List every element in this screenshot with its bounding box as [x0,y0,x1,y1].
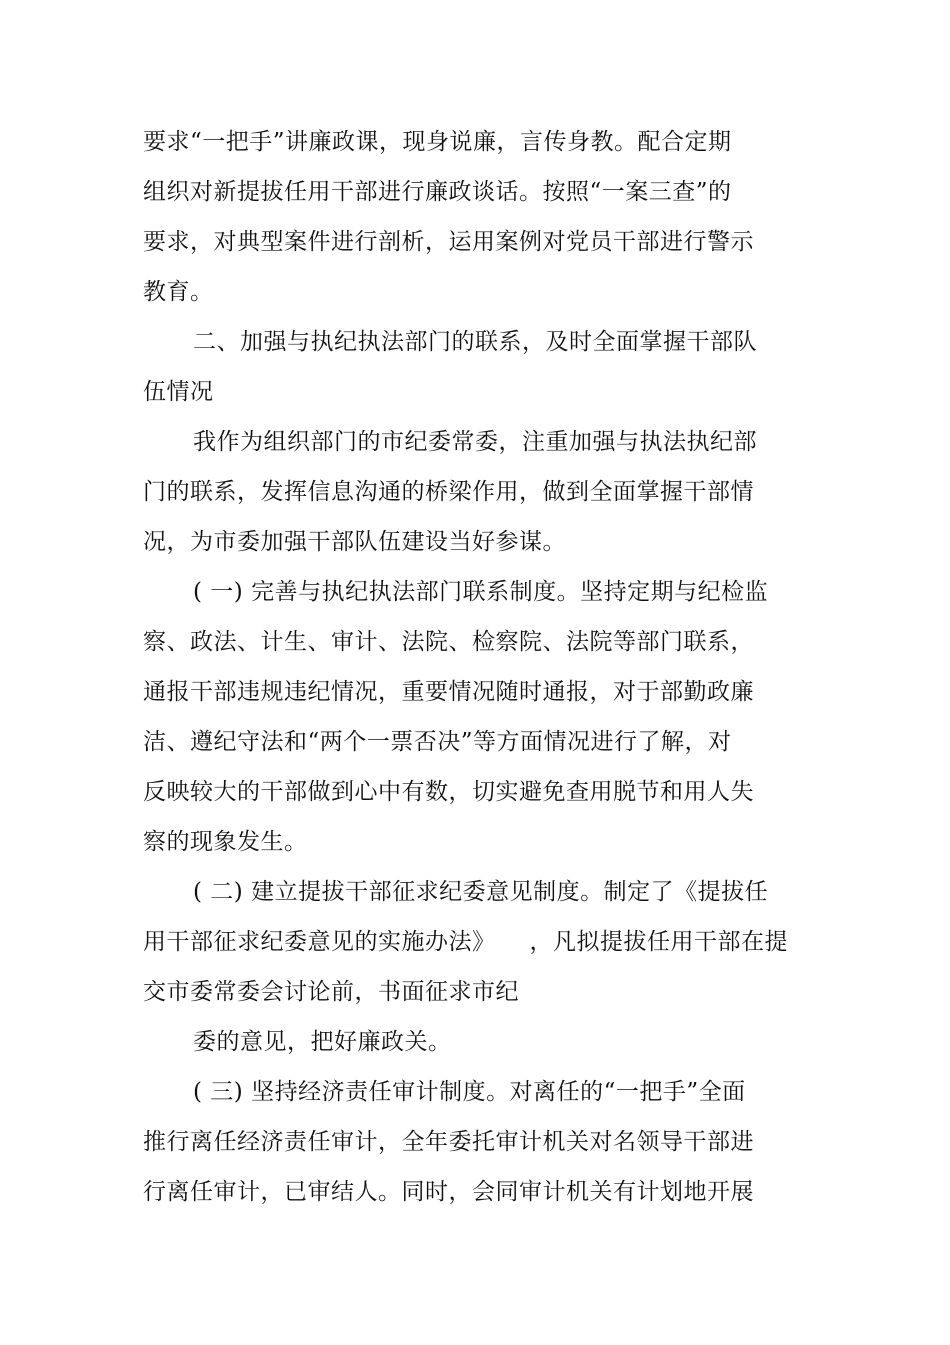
text-line: 交市委常委会讨论前，书面征求市纪 [143,979,519,1005]
text-line: 察、政法、计生、审计、法院、检察院、法院等部门联系， [143,629,754,655]
text-line: 门的联系，发挥信息沟通的桥梁作用，做到全面掌握干部情 [143,479,754,505]
text-line: 组织对新提拔任用干部进行廉政谈话。按照“一案三查”的 [143,179,732,205]
text-line [143,927,788,957]
text-line: 况，为市委加强干部队伍建设当好参谋。 [143,529,566,555]
text-line: 行离任审计，已审结人。同时，会同审计机关有计划地开展 [143,1179,754,1205]
text-fragment: ，凡拟提拔任用干部在提 [529,929,788,955]
text-line: 反映较大的干部做到心中有数，切实避免查用脱节和用人失 [143,779,754,805]
text-line: 察的现象发生。 [143,829,308,855]
heading-line: 伍情况 [143,379,214,405]
text-line: 教育。 [143,279,214,305]
text-line: 要求，对典型案件进行剖析，运用案例对党员干部进行警示 [143,229,754,255]
heading-line: 二、加强与执纪执法部门的联系，及时全面掌握干部队 [193,329,757,355]
text-fragment: 用干部征求纪委意见的实施办法》 [143,929,496,955]
text-line: 我作为组织部门的市纪委常委，注重加强与执法执纪部 [193,429,757,455]
text-line: 洁、遵纪守法和“两个一票否决”等方面情况进行了解，对 [143,729,732,755]
text-line: ( 二) 建立提拔干部征求纪委意见制度。制定了《提拔任 [193,879,769,905]
text-line: 要求“一把手”讲廉政课，现身说廉，言传身教。配合定期 [143,129,732,155]
text-line: ( 三) 坚持经济责任审计制度。对离任的“一把手”全面 [193,1079,746,1105]
text-line: 推行离任经济责任审计，全年委托审计机关对名领导干部进 [143,1129,754,1155]
text-line: 通报干部违规违纪情况，重要情况随时通报，对于部勤政廉 [143,679,754,705]
text-line: ( 一) 完善与执纪执法部门联系制度。坚持定期与纪检监 [193,579,769,605]
text-line: 委的意见，把好廉政关。 [193,1029,452,1055]
